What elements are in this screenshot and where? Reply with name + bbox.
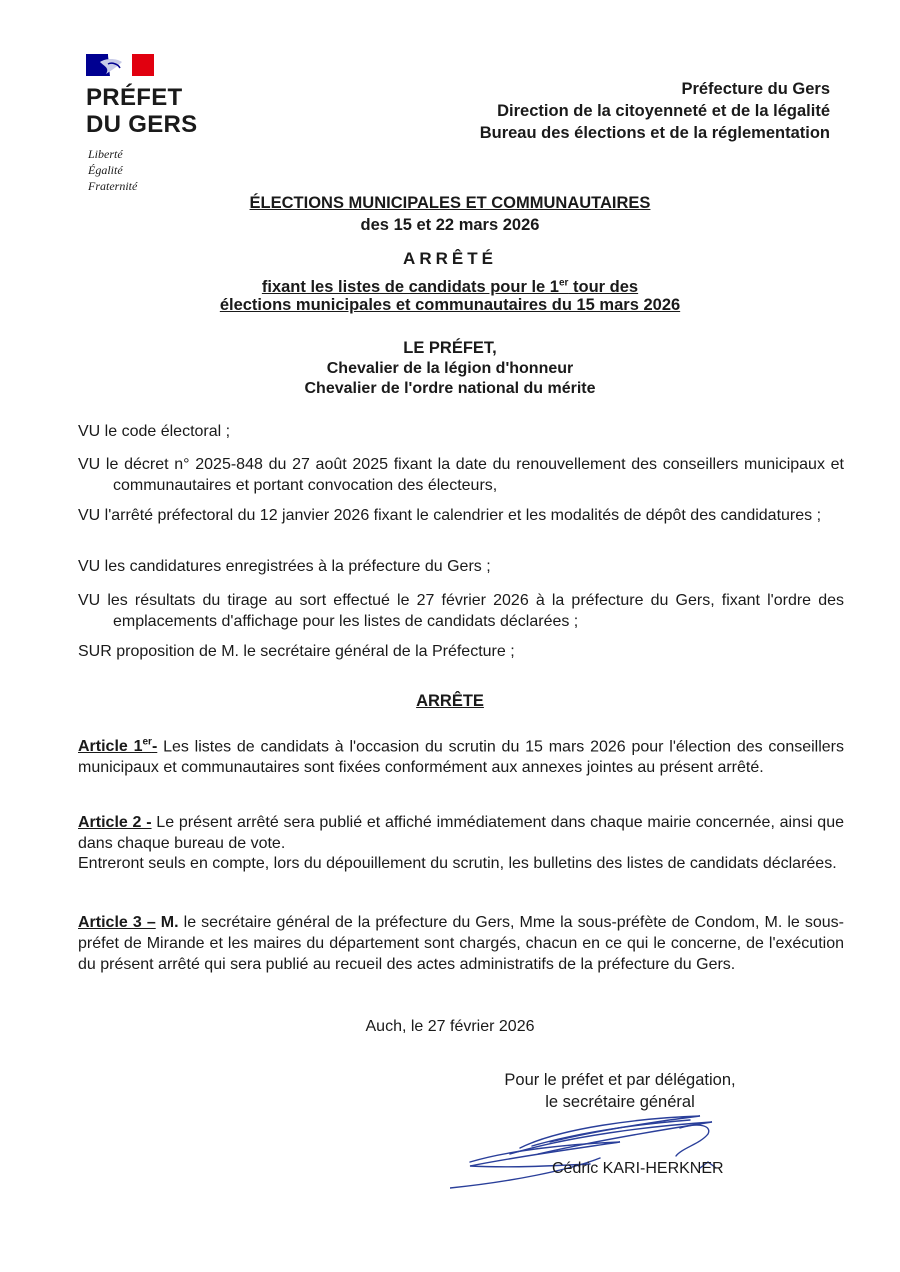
article-3-label: Article 3 – [78,914,156,931]
directorate-name: Direction de la citoyenneté et de la légalité [497,102,830,120]
logo-title [86,84,226,138]
motto-liberte: Liberté [88,147,123,161]
document-title [0,192,900,214]
logo-title-line2: DU GERS [86,111,198,138]
visa-item: VU le code électoral ; [78,423,231,440]
arrete-subject-line2 [0,294,900,316]
delegation-line1: Pour le préfet et par délégation, [504,1071,736,1089]
subject-text-b: tour des [568,277,639,296]
visa-item: VU le décret n° 2025-848 du 27 août 2025 fixant la date du renouvellement des conseillers municipaux et communautaires et portant convocation des électeurs, [78,456,844,494]
article-1-text: Les listes de candidats à l'occasion du scrutin du 15 mars 2026 pour l'élection des conseillers municipaux et communautaires sont fixées conformément aux annexes jointes au présent arrêté. [78,738,845,777]
marianne-flag-icon [86,52,154,78]
article-1 [78,732,844,778]
motto-egalite: Égalité [88,163,123,177]
prefet-honor-1: Chevalier de la légion d'honneur [326,360,574,377]
republic-motto [88,146,208,194]
visa-item: SUR proposition de M. le secrétaire général de la Préfecture ; [78,643,515,660]
prefet-honor-2: Chevalier de l'ordre national du mérite [304,380,596,397]
subject-line2-text: élections municipales et communautaires du 15 mars 2026 [219,296,681,314]
handwritten-signature [450,1108,750,1198]
delegation-line2: le secrétaire général [545,1093,695,1111]
motto-fraternite: Fraternité [88,179,138,193]
article-3 [78,912,844,975]
subject-text-a: fixant les listes de candidats pour le 1 [261,277,559,296]
prefecture-name: Préfecture du Gers [681,80,830,98]
visa-item: VU l'arrêté préfectoral du 12 janvier 2026 fixant le calendrier et les modalités de dépôt des candidatures ; [78,507,822,524]
article-1-label: Article 1er- [78,737,158,756]
visa-item: VU les résultats du tirage au sort effectué le 27 février 2026 à la préfecture du Gers, fixant l'ordre des emplacements d'affichage pour les listes de candidats déclarées ; [78,592,844,630]
article-2-label: Article 2 - [78,814,152,831]
article-2-continuation: Entreront seuls en compte, lors du dépouillement du scrutin, les bulletins des listes de candidats déclarées. [78,855,837,872]
document-title-text: ÉLECTIONS MUNICIPALES ET COMMUNAUTAIRES [249,194,651,212]
bureau-name: Bureau des élections et de la réglementation [479,124,830,142]
article-2 [78,812,844,854]
article-3-m: M. [155,914,179,931]
article-2-text: Le présent arrêté sera publié et affiché immédiatement dans chaque mairie concernée, ainsi que dans chaque bureau de vote. [78,814,845,852]
logo-title-line1: PRÉFET [86,84,183,111]
prefet-title: LE PRÉFET, [403,339,497,357]
signature-date: Auch, le 27 février 2026 [365,1018,535,1035]
article-3-text: le secrétaire général de la préfecture du Gers, Mme la sous-préfète de Condom, M. le sous-préfet de Mirande et les maires du département sont chargés, chacun en ce qui le concerne, de l'exécution du présent arrêté qui sera publié au recueil des actes administratifs de la préfecture du Gers. [78,914,844,973]
issuing-authority [410,78,830,144]
arrete-heading [0,690,900,712]
visa-item: VU les candidatures enregistrées à la préfecture du Gers ; [78,558,491,575]
arrete-heading-text: ARRÊTE [416,692,484,710]
arrete-title: ARRÊTÉ [403,249,497,268]
subject-sup: er [558,277,569,288]
signer-name: Cédric KARI-HERKNER [552,1160,724,1177]
delegation-block [460,1069,780,1113]
election-dates: des 15 et 22 mars 2026 [360,216,540,234]
